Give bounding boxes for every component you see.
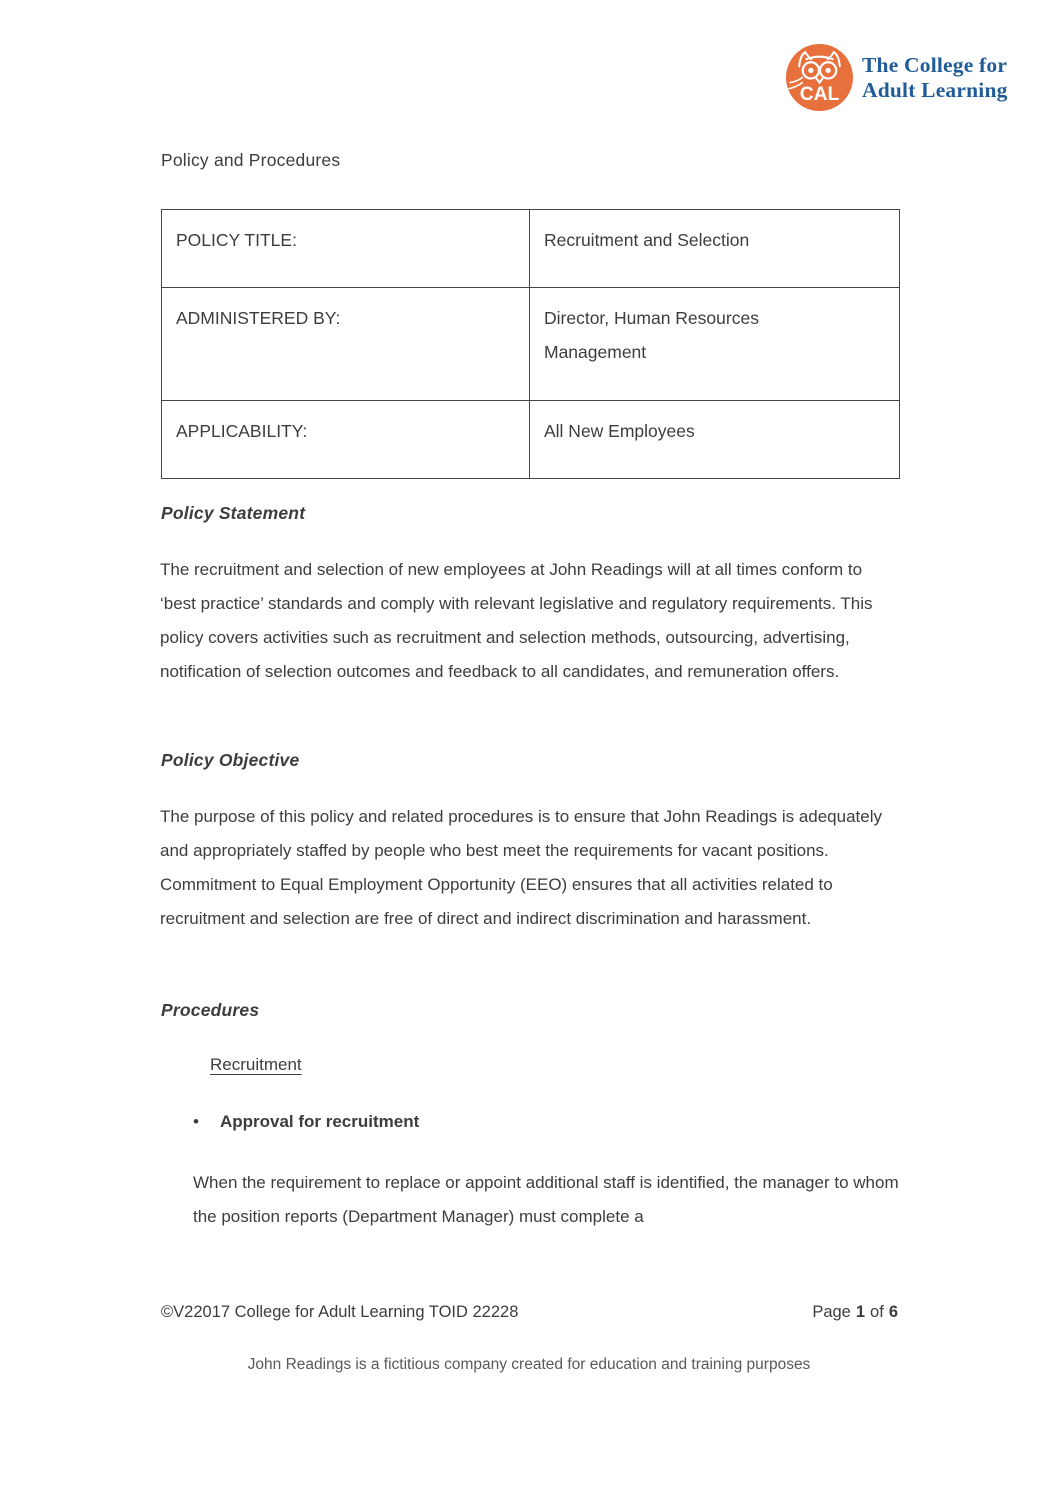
logo-acronym: CAL (799, 83, 840, 105)
footer-disclaimer: John Readings is a fictitious company created for education and training purposes (247, 1356, 811, 1373)
policy-info-table (161, 209, 900, 479)
cal-owl-logo-icon (786, 44, 853, 111)
section-heading-procedures: Procedures (161, 1000, 260, 1020)
administered-by-label: ADMINISTERED BY: (162, 288, 530, 401)
policy-objective-paragraph: The purpose of this policy and related procedures is to ensure that John Readings is adequately and appropriately staffed by people who best meet the requirements for vacant positions. Commitment to Equal Employment Opportunity (EEO) ensures that all activities related to recruitment and selection are free of direct and indirect discrimination and harassment. (160, 807, 883, 928)
page-total: 6 (888, 1303, 898, 1321)
logo (786, 44, 1008, 111)
administered-by-value-text: Director, Human Resources Management (544, 308, 759, 362)
page-of-word: of (870, 1303, 884, 1321)
table-row-applicability (162, 401, 900, 479)
footer-copyright: ©V22017 College for Adult Learning TOID 22228 (161, 1303, 519, 1321)
applicability-value: All New Employees (530, 401, 900, 479)
subsection-heading-recruitment: Recruitment (210, 1055, 302, 1074)
page-footer (161, 1303, 898, 1322)
bullet-item-label: Approval for recruitment (219, 1112, 420, 1131)
bullet-item-approval-for-recruitment (193, 1112, 419, 1132)
policy-statement-paragraph: The recruitment and selection of new employees at John Readings will at all times conform to ‘best practice’ standards and comply with relevant legislative and regulatory requirements. This policy covers activities such as recruitment and selection methods, outsourcing, advertising, notification of selection outcomes and feedback to all candidates, and remuneration offers. (160, 560, 873, 681)
table-row-administered-by (162, 288, 900, 401)
bullet-icon: • (193, 1112, 199, 1131)
logo-wordmark-line2: Adult Learning (862, 77, 1008, 102)
section-heading-policy-statement: Policy Statement (161, 503, 306, 523)
page-title: Policy and Procedures (161, 150, 341, 170)
table-row-policy-title (162, 210, 900, 288)
logo-wordmark-line1: The College for (862, 52, 1008, 77)
administered-by-value (530, 288, 900, 401)
applicability-label: APPLICABILITY: (162, 401, 530, 479)
procedure-paragraph: When the requirement to replace or appoint additional staff is identified, the manager to whom the position reports (Department Manager) must complete a (193, 1173, 899, 1226)
logo-wordmark (862, 53, 1008, 103)
page-word: Page (812, 1303, 851, 1321)
policy-title-value: Recruitment and Selection (530, 210, 900, 288)
page-current: 1 (855, 1303, 866, 1321)
policy-title-label: POLICY TITLE: (162, 210, 530, 288)
section-heading-policy-objective: Policy Objective (161, 750, 300, 770)
footer-page-number (812, 1303, 898, 1322)
